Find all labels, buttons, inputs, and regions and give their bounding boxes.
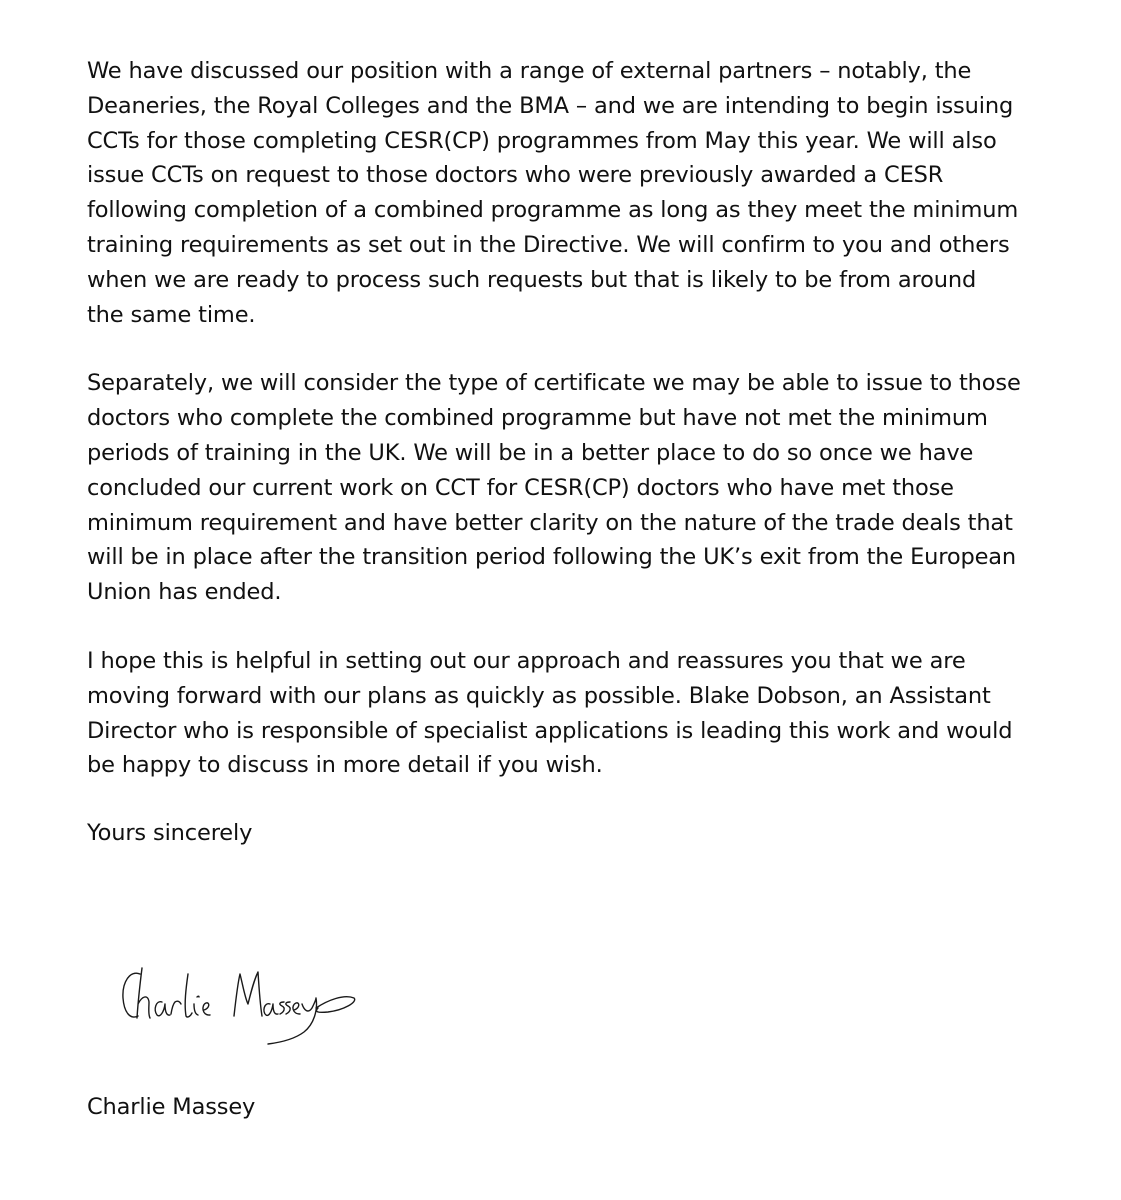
paragraph-2-line: Union has ended. — [87, 579, 282, 606]
paragraph-2-line: Separately, we will consider the type of certificate we may be able to issue to those — [87, 370, 1021, 397]
handwritten-signature — [118, 958, 358, 1048]
paragraph-1-line: We have discussed our position with a range of external partners – notably, the — [87, 58, 972, 84]
paragraph-1-line: training requirements as set out in the Directive. We will confirm to you and others — [87, 231, 1010, 258]
paragraph-1-line: the same time. — [87, 301, 256, 328]
closing-salutation: Yours sincerely — [87, 820, 253, 847]
signatory-name: Charlie Massey — [87, 1094, 256, 1120]
paragraph-2 — [87, 366, 1087, 610]
paragraph-2-line: doctors who complete the combined programme but have not met the minimum — [87, 405, 988, 432]
paragraph-2-line: concluded our current work on CCT for CESR(CP) doctors who have met those — [87, 474, 954, 501]
paragraph-3 — [87, 644, 1087, 783]
paragraph-1-line: CCTs for those completing CESR(CP) programmes from May this year. We will also — [87, 127, 997, 154]
paragraph-2-line: minimum requirement and have better clarity on the nature of the trade deals that — [87, 509, 1013, 536]
letter-body — [87, 54, 1087, 851]
paragraph-1-line: issue CCTs on request to those doctors who were previously awarded a CESR — [87, 162, 944, 189]
paragraph-3-line: moving forward with our plans as quickly as possible. Blake Dobson, an Assistant — [87, 682, 991, 709]
paragraph-2-line: periods of training in the UK. We will be in a better place to do so once we have — [87, 439, 974, 466]
paragraph-2-line: will be in place after the transition period following the UK’s exit from the European — [87, 544, 1017, 571]
paragraph-3-line: Director who is responsible of specialist applications is leading this work and would — [87, 717, 1013, 744]
paragraph-1-line: Deaneries, the Royal Colleges and the BMA – and we are intending to begin issuing — [87, 92, 1014, 119]
paragraph-1-line: when we are ready to process such requests but that is likely to be from around — [87, 266, 977, 293]
paragraph-3-line: be happy to discuss in more detail if you wish. — [87, 752, 603, 779]
paragraph-1 — [87, 54, 1087, 332]
paragraph-3-line: I hope this is helpful in setting out our approach and reassures you that we are — [87, 647, 966, 674]
paragraph-1-line: following completion of a combined programme as long as they meet the minimum — [87, 197, 1019, 224]
